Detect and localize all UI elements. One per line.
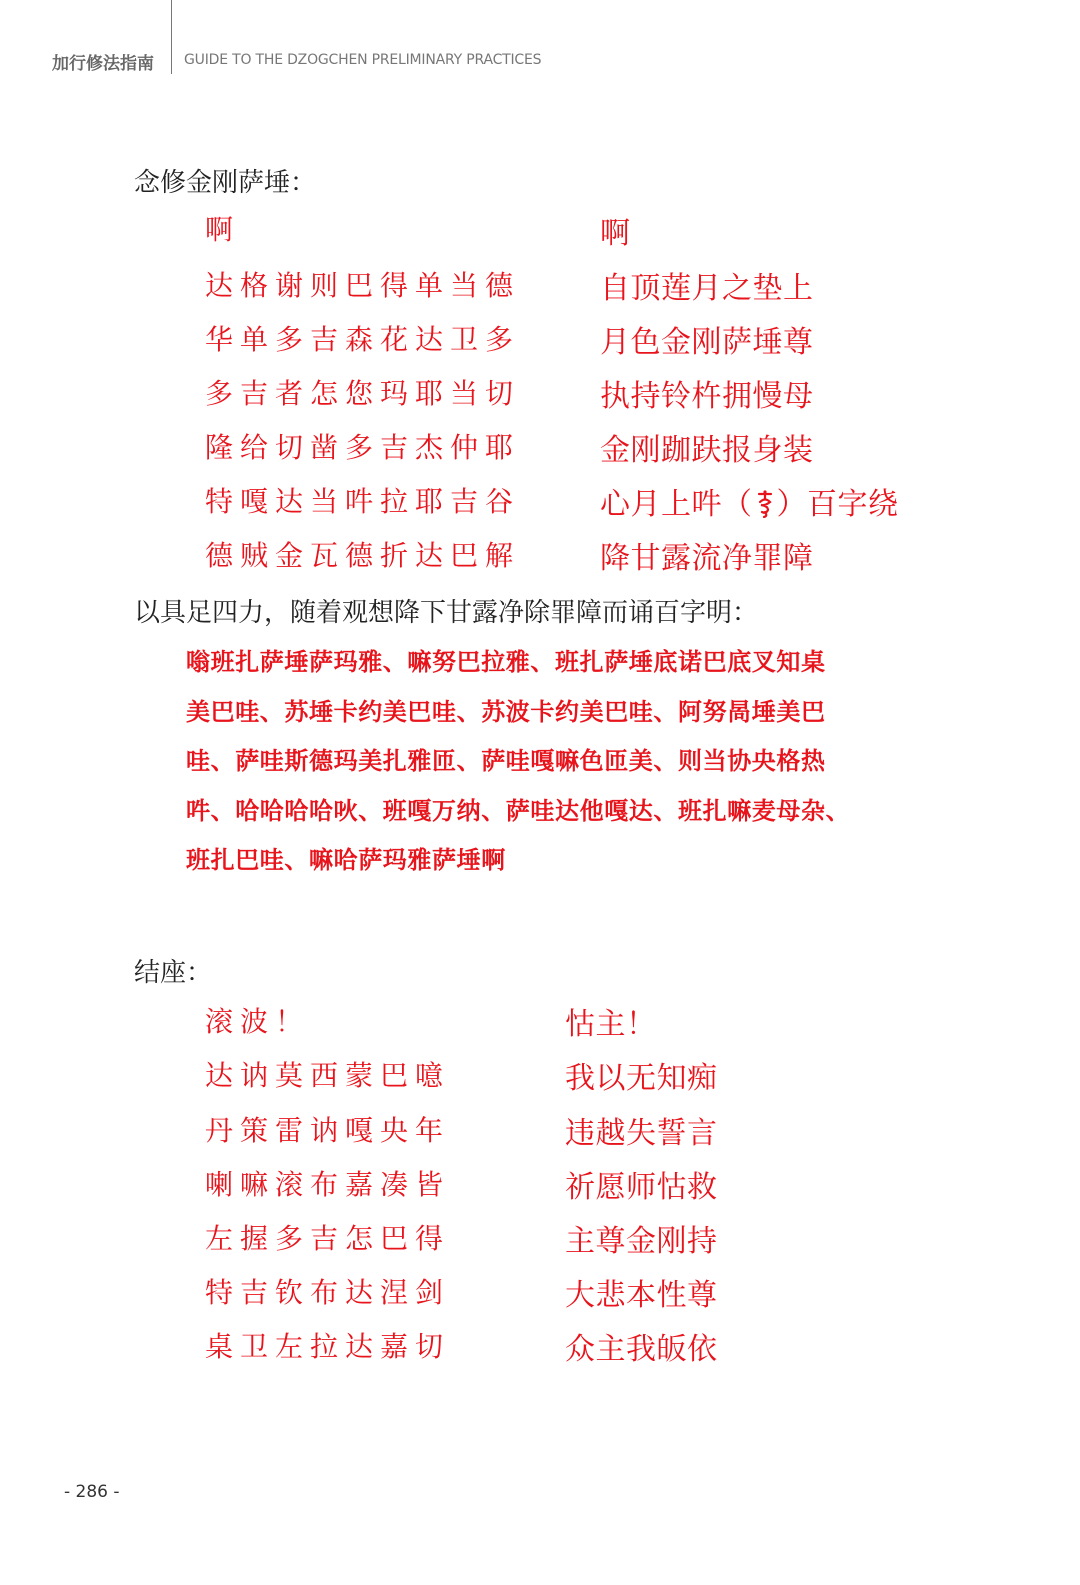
- mantra-line: 啊: [205, 213, 241, 246]
- hum-seed-syllable-icon: [756, 490, 774, 516]
- translation-line: 怙主！: [565, 1007, 657, 1042]
- translation-line: [600, 479, 899, 523]
- mantra-line: 华单多吉森花达卫多: [205, 323, 521, 356]
- translation-line: 降甘露流净罪障: [600, 541, 814, 576]
- translation-line-part: 心月上吽（: [600, 487, 753, 522]
- page-number: - 286 -: [64, 1482, 120, 1502]
- translation-line: 执持铃杵拥慢母: [600, 379, 814, 414]
- mantra-line: 多吉者怎您玛耶当切: [205, 377, 521, 410]
- mantra-line: 德贼金瓦德折达巴解: [205, 539, 521, 572]
- header-title-en: GUIDE TO THE DZOGCHEN PRELIMINARY PRACTICES: [184, 52, 542, 68]
- header-title-cn: 加行修法指南: [52, 54, 154, 74]
- mantra-line: 喇嘛滚布嘉凑皆: [205, 1168, 451, 1201]
- mantra-paragraph-line: 美巴哇、苏埵卡约美巴哇、苏波卡约美巴哇、阿努晑埵美巴: [186, 696, 826, 726]
- section2-label: 结座：: [134, 958, 213, 988]
- translation-line: 违越失誓言: [565, 1116, 718, 1151]
- header-divider: [171, 0, 172, 74]
- mantra-line: 左握多吉怎巴得: [205, 1222, 451, 1255]
- section1-label: 念修金刚萨埵：: [134, 168, 317, 198]
- mantra-line: 隆给切凿多吉杰仲耶: [205, 431, 521, 464]
- mantra-line: 达格谢则巴得单当德: [205, 269, 521, 302]
- mantra-line: 达讷莫西蒙巴噫: [205, 1059, 451, 1092]
- mantra-paragraph-line: 哇、萨哇斯德玛美扎雅匝、萨哇嘎嘛色匝美、则当协央格热: [186, 746, 826, 775]
- mantra-line: 滚波！: [205, 1005, 311, 1038]
- translation-line: 自顶莲月之垫上: [600, 271, 814, 306]
- instruction-text: 以具足四力，随着观想降下甘露净除罪障而诵百字明：: [134, 598, 759, 628]
- mantra-line: 特嘎达当吽拉耶吉谷: [205, 485, 521, 518]
- translation-line-part: ）百字绕: [776, 487, 899, 522]
- translation-line: 啊: [600, 216, 631, 251]
- mantra-paragraph-line: 班扎巴哇、嘛哈萨玛雅萨埵啊: [186, 845, 506, 874]
- translation-line: 主尊金刚持: [565, 1224, 718, 1259]
- mantra-line: 特吉钦布达涅剑: [205, 1276, 451, 1309]
- mantra-paragraph-line: 吽、哈哈哈哈吙、班嘎万纳、萨哇达他嘎达、班扎嘛麦母杂、: [186, 795, 851, 825]
- translation-line: 金刚跏趺报身装: [600, 433, 814, 468]
- translation-line: 我以无知痴: [565, 1061, 718, 1096]
- translation-line: 月色金刚萨埵尊: [600, 325, 814, 360]
- translation-line: 祈愿师怙救: [565, 1170, 718, 1205]
- translation-line: 大悲本性尊: [565, 1278, 718, 1313]
- hundred-syllable-mantra: [186, 637, 926, 885]
- translation-line: 众主我皈依: [565, 1332, 718, 1367]
- mantra-line: 桌卫左拉达嘉切: [205, 1330, 451, 1363]
- mantra-paragraph-line: 嗡班扎萨埵萨玛雅、嘛努巴拉雅、班扎萨埵底诺巴底叉知桌: [186, 647, 826, 676]
- mantra-line: 丹策雷讷嘎央年: [205, 1114, 451, 1147]
